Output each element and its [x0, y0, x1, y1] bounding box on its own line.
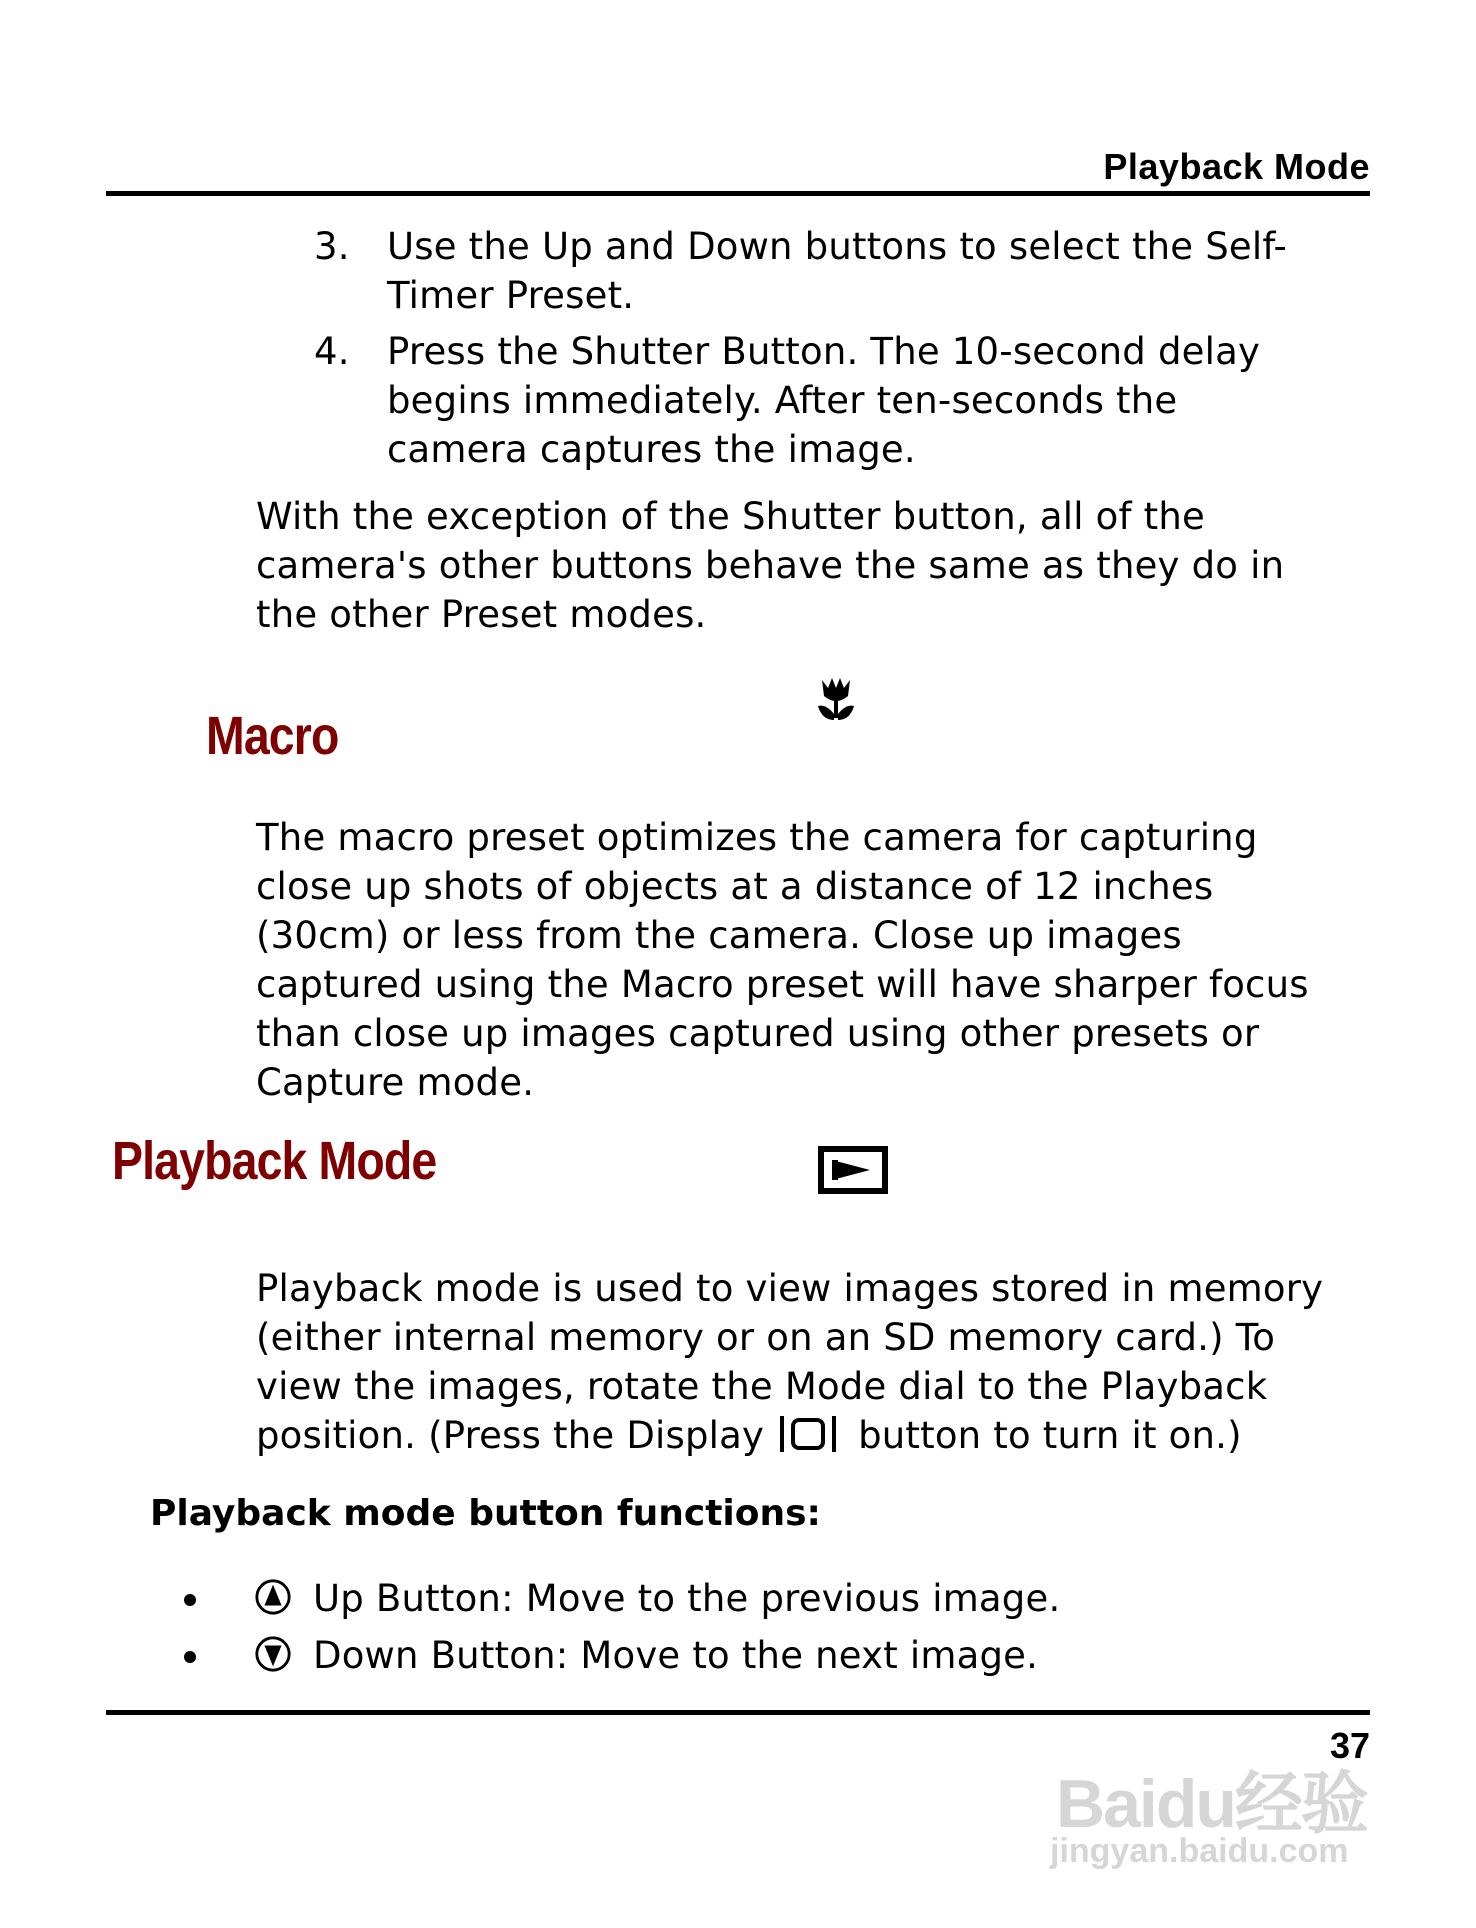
playback-paragraph	[256, 1264, 1376, 1460]
step-text	[387, 222, 1377, 320]
text-line: (30cm) or less from the camera. Close up images	[256, 914, 1182, 957]
text-line: Playback mode is used to view images stored in memory	[256, 1267, 1324, 1310]
display-button-icon	[776, 1414, 846, 1454]
macro-title: Macro	[206, 706, 339, 766]
text-fragment: button to turn it on.)	[858, 1414, 1242, 1457]
watermark	[1050, 1720, 1390, 1880]
header-rule	[106, 191, 1370, 196]
text-line: Use the Up and Down buttons to select the Self-	[387, 225, 1288, 268]
footer-rule	[106, 1710, 1370, 1715]
list-item	[314, 222, 1374, 320]
watermark-url: jingyan.baidu.com	[1050, 1832, 1349, 1870]
text-line: captured using the Macro preset will have sharper focus	[256, 963, 1309, 1006]
text-line: close up shots of objects at a distance of 12 inches	[256, 865, 1214, 908]
text-line: The macro preset optimizes the camera for capturing	[256, 816, 1258, 859]
text-line: Capture mode.	[256, 1061, 535, 1104]
text-line: the other Preset modes.	[256, 593, 707, 636]
list-item	[314, 327, 1374, 474]
running-header: Playback Mode	[1103, 146, 1370, 187]
bullet	[184, 1594, 196, 1606]
watermark-logo: Baidu经验	[1056, 1766, 1367, 1842]
text-line: camera's other buttons behave the same as they do in	[256, 544, 1285, 587]
macro-paragraph	[256, 813, 1376, 1107]
macro-flower-icon	[816, 676, 856, 724]
functions-heading: Playback mode button functions:	[150, 1493, 821, 1534]
list-item	[180, 1574, 1280, 1626]
step-number: 3.	[314, 225, 350, 268]
text-line: Timer Preset.	[387, 274, 635, 317]
text-line: camera captures the image.	[387, 428, 916, 471]
step-number: 4.	[314, 330, 350, 373]
intro-paragraph	[256, 492, 1376, 639]
up-arrow-circle-icon	[254, 1578, 292, 1616]
text-line	[256, 1411, 1376, 1460]
text-line: With the exception of the Shutter button, all of the	[256, 495, 1205, 538]
text-line: (either internal memory or on an SD memory card.) To	[256, 1316, 1276, 1359]
step-text	[387, 327, 1377, 474]
text-line: view the images, rotate the Mode dial to the Playback	[256, 1365, 1268, 1408]
text-fragment: position. (Press the Display	[256, 1414, 765, 1457]
page-number: 37	[1329, 1725, 1370, 1766]
up-button-text: Up Button: Move to the previous image.	[313, 1577, 1061, 1620]
text-line: begins immediately. After ten-seconds the	[387, 379, 1178, 422]
playback-title: Playback Mode	[112, 1131, 437, 1191]
down-arrow-circle-icon	[254, 1635, 292, 1673]
bullet	[184, 1651, 196, 1663]
text-line: Press the Shutter Button. The 10-second delay	[387, 330, 1261, 373]
list-item	[180, 1631, 1280, 1683]
text-line: than close up images captured using other presets or	[256, 1012, 1260, 1055]
playback-icon	[818, 1146, 888, 1194]
down-button-text: Down Button: Move to the next image.	[313, 1634, 1039, 1677]
